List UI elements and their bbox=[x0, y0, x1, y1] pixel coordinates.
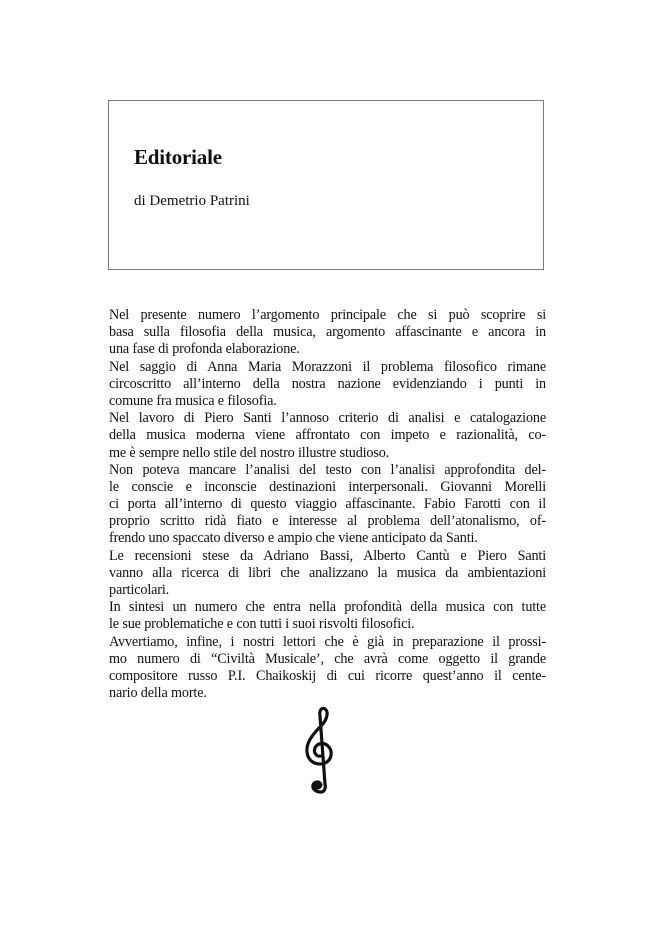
body-line: compositore russo P.I. Chaikoskij di cui ricorre quest’anno il cente- bbox=[109, 667, 546, 684]
editorial-body bbox=[109, 307, 546, 702]
body-line: le sue problematiche e con tutti i suoi risvolti filosofici. bbox=[109, 616, 415, 633]
treble-clef-icon bbox=[300, 706, 340, 796]
body-line: frendo uno spaccato diverso e ampio che viene anticipato da Santi. bbox=[109, 530, 478, 547]
author-byline: di Demetrio Patrini bbox=[134, 193, 250, 209]
body-line: ci porta all’interno di questo viaggio affascinante. Fabio Farotti con il bbox=[109, 496, 546, 513]
body-line: della musica moderna viene affrontato con impeto e razionalità, co- bbox=[109, 427, 546, 444]
body-line: particolari. bbox=[109, 582, 170, 598]
editorial-header-box bbox=[108, 100, 544, 270]
body-line: Nel saggio di Anna Maria Morazzoni il problema filosofico rimane bbox=[109, 358, 546, 375]
body-line: le conscie e inconscie destinazioni interpersonali. Giovanni Morelli bbox=[109, 478, 546, 495]
body-line: Le recensioni stese da Adriano Bassi, Alberto Cantù e Piero Santi bbox=[109, 547, 546, 564]
body-line: basa sulla filosofia della musica, argomento affascinante e ancora in bbox=[109, 324, 546, 341]
body-line: In sintesi un numero che entra nella profondità della musica con tutte bbox=[109, 599, 546, 616]
body-line: Nel presente numero l’argomento principale che si può scoprire si bbox=[109, 307, 546, 323]
body-line: me è sempre nello stile del nostro illustre studioso. bbox=[109, 444, 390, 461]
body-line: nario della morte. bbox=[109, 685, 207, 702]
body-line: Nel lavoro di Piero Santi l’annoso criterio di analisi e catalogazione bbox=[109, 410, 546, 427]
body-line: proprio scritto ridà fiato e interesse al problema dell’atonalismo, of- bbox=[109, 513, 546, 530]
body-line: vanno alla ricerca di libri che analizzano la musica da ambientazioni bbox=[109, 564, 546, 581]
body-line: una fase di profonda elaborazione. bbox=[109, 341, 300, 358]
body-line: mo numero di “Civiltà Musicale’, che avrà come oggetto il grande bbox=[109, 650, 546, 667]
body-line: comune fra musica e filosofia. bbox=[109, 392, 277, 409]
body-line: Non poteva mancare l’analisi del testo con l’analisi approfondita del- bbox=[109, 461, 546, 478]
page-title: Editoriale bbox=[134, 145, 222, 169]
body-line: circoscritto all’interno della nostra nazione evidenziando i punti in bbox=[109, 375, 546, 392]
body-line: Avvertiamo, infine, i nostri lettori che è già in preparazione il prossi- bbox=[109, 633, 546, 650]
